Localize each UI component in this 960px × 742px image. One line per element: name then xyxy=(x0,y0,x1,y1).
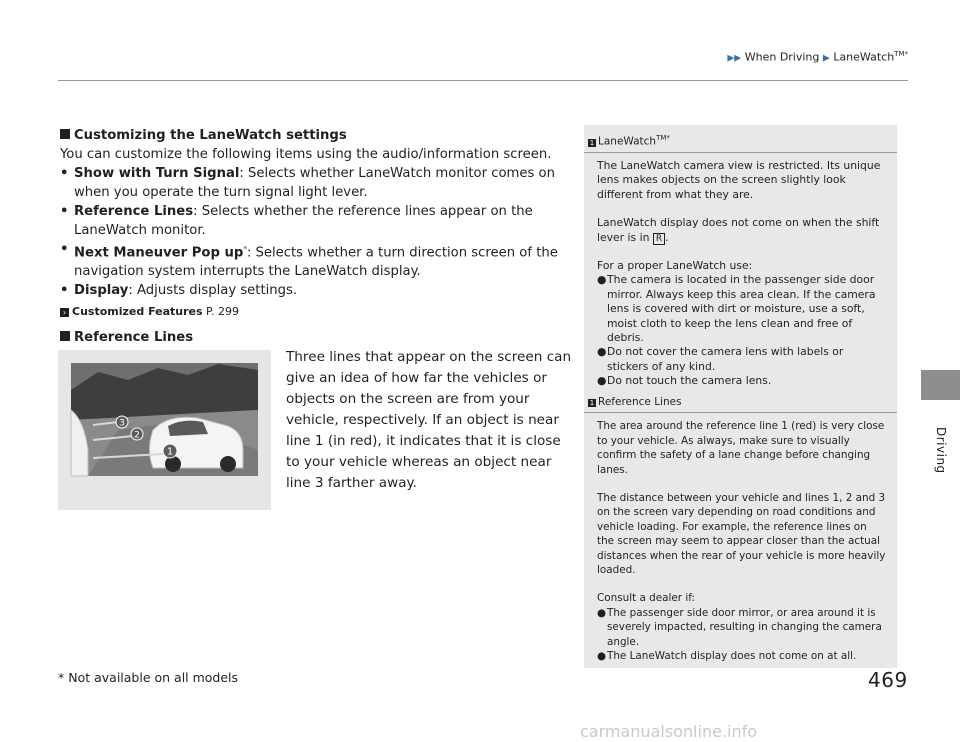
breadcrumb-item-when-driving[interactable]: When Driving xyxy=(744,50,820,64)
note-bullet: ● The camera is located in the passenger side door mirror. Always keep this area clean. If the camera lens is covered with dirt or moisture, use a soft, moist cloth to keep the lens clean and free of debris. xyxy=(597,273,876,344)
note-icon: 1 xyxy=(589,399,595,407)
note-paragraph: The distance between your vehicle and lines 1, 2 and 3 on the screen vary depending on road conditions and vehicle loading. For example, the reference lines on the screen may seem to appear closer than the actual distances when the rear of your vehicle is more heavily loaded. xyxy=(597,492,886,577)
watermark: carmanualsonline.info xyxy=(580,722,758,741)
note-bullet: ● Do not touch the camera lens. xyxy=(597,374,772,388)
breadcrumb-item-lanewatch[interactable]: LaneWatch xyxy=(833,50,895,64)
list-item: • Display: Adjusts display settings. xyxy=(60,283,298,299)
customizing-section xyxy=(60,126,570,321)
section-heading: Customizing the LaneWatch settings xyxy=(60,126,570,145)
note-title: 1 LaneWatch$^{TM*}$ xyxy=(584,131,897,153)
reference-lines-text: Three lines that appear on the screen can give an idea of how far the vehicles or objects on the screen are from your vehicle, respectively. If an object is near line 1 (in red), it indicates that it is close to your vehicle whereas an object near line 3 farther away. xyxy=(286,349,572,491)
trademark: TM xyxy=(894,50,905,58)
note-icon: 1 xyxy=(589,138,595,147)
intro-text: You can customize the following items using the audio/information screen. xyxy=(60,147,552,162)
breadcrumb-arrow-icon: ▶ xyxy=(822,53,830,64)
list-item: • Show with Turn Signal: Selects whether LaneWatch monitor comes on when you operate the turn signal light lever. xyxy=(60,166,555,200)
list-item: • Reference Lines: Selects whether the reference lines appear on the LaneWatch monitor. xyxy=(60,204,533,238)
chapter-tab xyxy=(921,370,960,400)
shift-r-key-icon: R xyxy=(653,233,665,245)
notes-panel xyxy=(584,125,897,668)
line-label-3: 3 xyxy=(119,418,125,429)
note-bullet: ● Do not cover the camera lens with labels or stickers of any kind. xyxy=(597,345,844,373)
note-paragraph: The area around the reference line 1 (red) is very close to your vehicle. As always, make sure to visually confirm the safety of a lane change before changing lanes. xyxy=(597,420,885,476)
note-paragraph: LaneWatch display does not come on when the shift lever is in R . xyxy=(597,216,880,244)
note-title: 1 Reference Lines xyxy=(584,395,897,413)
page-number: 469 xyxy=(868,668,908,692)
section-heading: Reference Lines xyxy=(60,330,193,345)
breadcrumb-arrow-icon: ▶▶ xyxy=(727,53,742,64)
breadcrumb xyxy=(0,50,908,64)
cross-reference-link[interactable]: › Customized Features P. 299 xyxy=(60,302,570,321)
note-paragraph: The LaneWatch camera view is restricted. Its unique lens makes objects on the screen slightly look different from what they are. xyxy=(597,158,881,201)
line-label-2: 2 xyxy=(134,430,140,441)
link-arrow-icon: › xyxy=(60,308,69,317)
camera-view-illustration xyxy=(58,350,271,510)
note-bullet: ● The LaneWatch display does not come on at all. xyxy=(597,650,857,663)
note-paragraph: Consult a dealer if: xyxy=(597,592,696,605)
header-divider xyxy=(58,80,908,81)
square-bullet-icon xyxy=(60,129,70,139)
asterisk: * xyxy=(904,50,908,58)
chapter-label: Driving xyxy=(934,427,948,474)
line-label-1: 1 xyxy=(166,446,174,458)
square-bullet-icon xyxy=(60,331,70,341)
list-item: • Next Maneuver Pop up*: Selects whether a turn direction screen of the navigation system interrupts the LaneWatch display. xyxy=(60,242,558,280)
lanewatch-camera-image xyxy=(58,350,271,510)
note-bullet: ● The passenger side door mirror, or area around it is severely impacted, resulting in changing the camera angle. xyxy=(597,606,882,648)
footnote: * Not available on all models xyxy=(58,670,239,685)
note-paragraph: For a proper LaneWatch use: xyxy=(597,258,753,272)
note-reference-lines xyxy=(584,395,897,664)
note-lanewatch xyxy=(584,131,897,389)
